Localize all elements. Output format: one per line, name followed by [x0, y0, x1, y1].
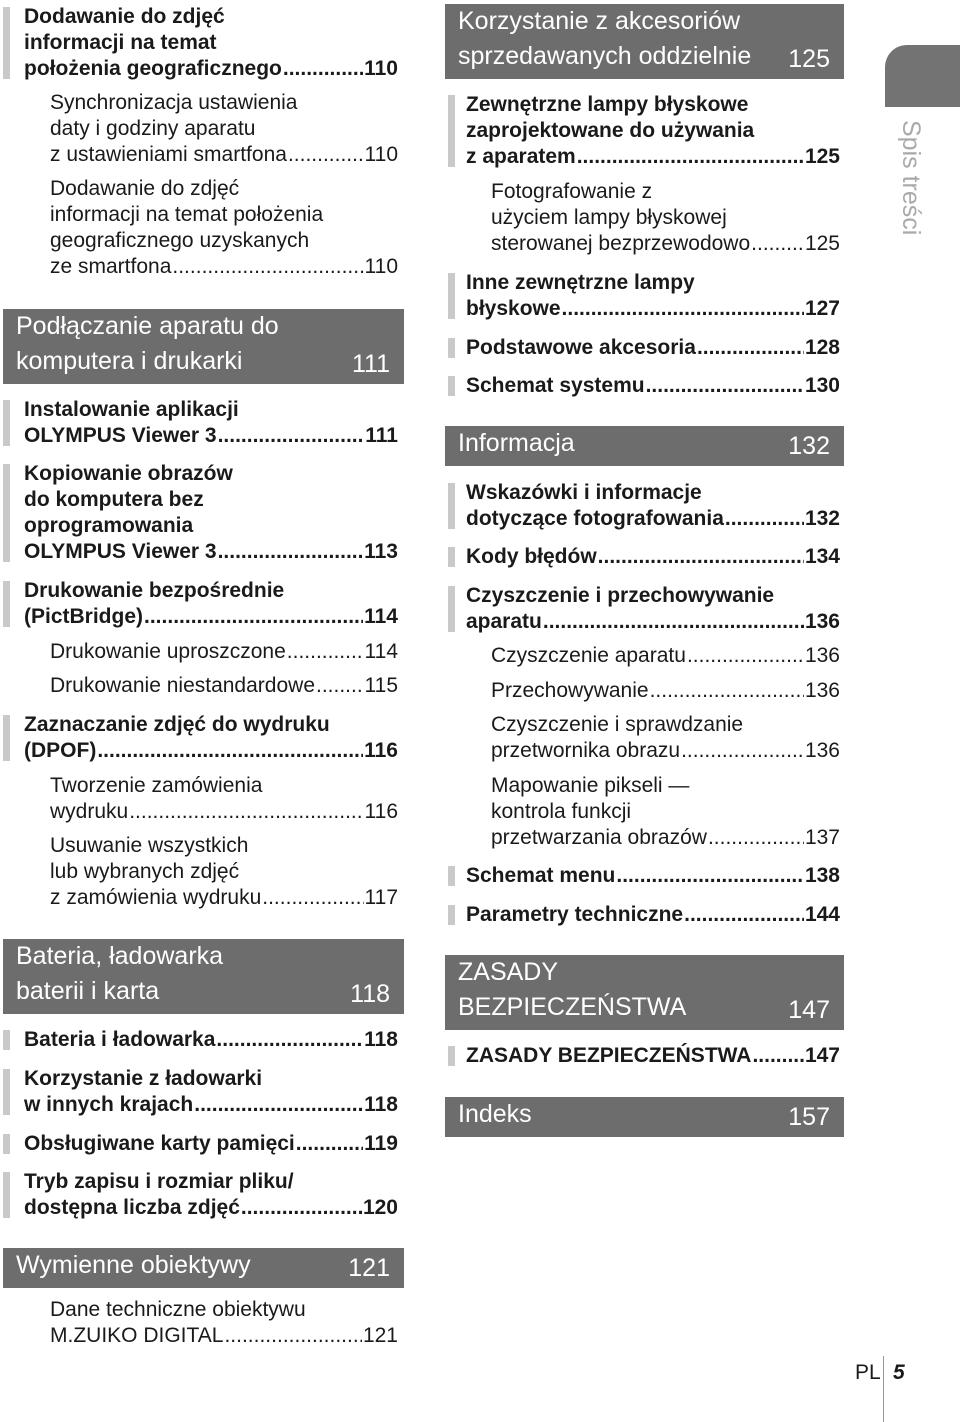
entry-line: zaprojektowane do używania: [466, 119, 755, 142]
entry-title: dostępna liczba zdjęć: [24, 1196, 240, 1219]
entry-bar: [3, 1069, 10, 1115]
entry-page: 128: [804, 336, 840, 359]
leader-dots: [296, 1131, 363, 1157]
entry-bar: [3, 715, 10, 761]
section-page: 125: [788, 45, 830, 73]
section-header-accessories[interactable]: [445, 4, 844, 79]
leader-dots: [287, 639, 364, 665]
entry-line: kontrola funkcji: [491, 800, 632, 823]
entry-title: aparatu: [466, 610, 542, 633]
toc-entry-dpof[interactable]: [0, 712, 398, 764]
leader-dots: [97, 738, 363, 764]
leader-dots: [616, 863, 804, 889]
toc-entry-easy-print[interactable]: [0, 639, 398, 665]
entry-page: 136: [804, 610, 840, 633]
toc-entry-external-flash[interactable]: [445, 92, 840, 170]
entry-bar: [3, 1172, 10, 1218]
entry-line: Zewnętrzne lampy błyskowe: [466, 93, 749, 116]
entry-page: 117: [364, 886, 398, 909]
toc-entry-memory-cards[interactable]: [0, 1131, 398, 1157]
entry-title: M.ZUIKO DIGITAL: [50, 1324, 224, 1347]
entry-line: Korzystanie z ładowarki: [24, 1067, 263, 1090]
entry-title: Parametry techniczne: [466, 903, 684, 926]
entry-title: sterowanej bezprzewodowo: [491, 232, 751, 255]
toc-entry-install-viewer[interactable]: [0, 397, 398, 449]
entry-line: informacji na temat: [24, 31, 217, 54]
entry-title: ZASADY BEZPIECZEŃSTWA: [466, 1044, 752, 1067]
entry-title: Drukowanie niestandardowe: [50, 674, 315, 697]
entry-line: informacji na temat położenia: [50, 203, 324, 226]
entry-line: do komputera bez: [24, 488, 204, 511]
entry-bar: [448, 586, 455, 632]
toc-entry-menu-chart[interactable]: [445, 863, 840, 889]
leader-dots: [262, 885, 363, 911]
toc-entry-wireless-flash[interactable]: [445, 179, 840, 257]
entry-page: 125: [804, 232, 840, 255]
entry-page: 125: [804, 145, 840, 168]
toc-entry-storage[interactable]: [445, 678, 840, 704]
entry-title: błyskowe: [466, 297, 561, 320]
toc-entry-lens-specs[interactable]: [0, 1297, 398, 1349]
entry-page: 144: [804, 903, 840, 926]
entry-line: Wskazówki i informacje: [466, 481, 702, 504]
entry-title: w innych krajach: [24, 1093, 194, 1116]
entry-page: 114: [364, 640, 398, 663]
entry-page: 136: [804, 644, 840, 667]
entry-bar: [3, 464, 10, 562]
section-header-safety[interactable]: [445, 955, 844, 1030]
leader-dots: [144, 604, 363, 630]
entry-title: Drukowanie uproszczone: [50, 640, 286, 663]
entry-page: 130: [804, 374, 840, 397]
entry-page: 127: [804, 297, 840, 320]
entry-page: 119: [364, 1132, 398, 1155]
leader-dots: [283, 56, 363, 82]
section-page: 132: [788, 432, 830, 460]
section-title-line: Informacja: [458, 429, 575, 457]
entry-title: OLYMPUS Viewer 3: [24, 424, 217, 447]
toc-entry-cleaning-camera[interactable]: [445, 643, 840, 669]
section-title-line: Podłączanie aparatu do: [16, 312, 279, 340]
entry-line: Dodawanie do zdjęć: [50, 177, 240, 200]
entry-title: Podstawowe akcesoria: [466, 336, 696, 359]
entry-line: Inne zewnętrzne lampy: [466, 271, 695, 294]
leader-dots: [172, 254, 363, 280]
leader-dots: [684, 902, 804, 928]
toc-entry-sync-time[interactable]: [0, 90, 398, 168]
leader-dots: [241, 1195, 362, 1221]
entry-line: geograficznego uzyskanych: [50, 229, 310, 252]
entry-page: 113: [364, 540, 398, 563]
entry-page: 114: [364, 605, 398, 628]
toc-entry-shooting-tips[interactable]: [445, 480, 840, 532]
section-header-lenses[interactable]: [3, 1248, 404, 1288]
entry-bar: [448, 905, 455, 925]
entry-bar: [3, 1134, 10, 1154]
leader-dots: [218, 539, 364, 565]
entry-page: 147: [804, 1044, 840, 1067]
entry-title: wydruku: [50, 800, 129, 823]
leader-dots: [218, 423, 365, 449]
entry-line: Instalowanie aplikacji: [24, 398, 239, 421]
leader-dots: [216, 1027, 363, 1053]
toc-entry-specifications[interactable]: [445, 902, 840, 928]
entry-title: przetwarzania obrazów: [491, 826, 707, 849]
toc-entry-safety[interactable]: [445, 1043, 840, 1069]
entry-title: Przechowywanie: [491, 679, 649, 702]
section-title-line: Indeks: [458, 1100, 532, 1128]
entry-bar: [448, 95, 455, 167]
leader-dots: [577, 144, 804, 170]
entry-title: Czyszczenie aparatu: [491, 644, 686, 667]
toc-entry-geotag-smartphone[interactable]: [0, 176, 398, 280]
entry-title: Bateria i ładowarka: [24, 1028, 216, 1051]
entry-line: Czyszczenie i sprawdzanie: [491, 713, 744, 736]
entry-title: z aparatem: [466, 145, 576, 168]
entry-bar: [448, 1046, 455, 1066]
entry-line: Usuwanie wszystkich: [50, 834, 249, 857]
section-title-line: Bateria, ładowarka: [16, 942, 224, 970]
section-title-line: baterii i karta: [16, 977, 160, 1005]
entry-bar: [3, 581, 10, 627]
leader-dots: [751, 231, 804, 257]
toc-entry-basic-accessories[interactable]: [445, 335, 840, 361]
footer-divider: [883, 1356, 884, 1422]
toc-entry-geotag[interactable]: [0, 4, 398, 82]
entry-title: Obsługiwane karty pamięci: [24, 1132, 295, 1155]
entry-page: 110: [364, 57, 398, 80]
leader-dots: [725, 506, 804, 532]
entry-line: Mapowanie pikseli —: [491, 774, 690, 797]
entry-bar: [448, 273, 455, 319]
leader-dots: [650, 678, 804, 704]
entry-title: przetwornika obrazu: [491, 739, 681, 762]
entry-page: 116: [364, 739, 398, 762]
section-header-pc-printer[interactable]: [3, 309, 404, 384]
toc-entry-direct-print[interactable]: [0, 578, 398, 630]
leader-dots: [194, 1092, 363, 1118]
leader-dots: [681, 738, 804, 764]
entry-title: Schemat systemu: [466, 374, 645, 397]
entry-title: OLYMPUS Viewer 3: [24, 540, 217, 563]
entry-page: 134: [804, 545, 840, 568]
leader-dots: [708, 825, 804, 851]
section-page: 157: [788, 1103, 830, 1131]
toc-entry-sensor-cleaning[interactable]: [445, 712, 840, 764]
entry-page: 116: [364, 800, 398, 823]
entry-title: z ustawieniami smartfona: [50, 143, 287, 166]
section-title-line: Wymienne obiektywy: [16, 1251, 251, 1279]
entry-page: 118: [364, 1028, 398, 1051]
side-label-toc: Spis treści: [897, 120, 925, 236]
entry-page: 121: [362, 1324, 398, 1347]
leader-dots: [224, 1323, 361, 1349]
chapter-tab: [885, 45, 960, 107]
section-page: 121: [348, 1254, 390, 1282]
entry-page: 110: [364, 143, 398, 166]
leader-dots: [687, 643, 804, 669]
toc-entry-custom-print[interactable]: [0, 673, 398, 699]
leader-dots: [646, 373, 804, 399]
toc-entry-remove-order[interactable]: [0, 833, 398, 911]
footer-language: PL: [855, 1361, 881, 1384]
leader-dots: [129, 799, 363, 825]
toc-entry-charger-abroad[interactable]: [0, 1066, 398, 1118]
entry-line: Dodawanie do zdjęć: [24, 5, 225, 28]
section-header-battery[interactable]: [3, 939, 404, 1014]
entry-line: Synchronizacja ustawienia: [50, 91, 298, 114]
entry-page: 138: [804, 864, 840, 887]
entry-bar: [3, 400, 10, 446]
leader-dots: [288, 142, 364, 168]
toc-entry-print-order[interactable]: [0, 773, 398, 825]
entry-line: Zaznaczanie zdjęć do wydruku: [24, 713, 330, 736]
entry-line: użyciem lampy błyskowej: [491, 206, 727, 229]
entry-line: lub wybranych zdjęć: [50, 860, 240, 883]
section-title-line: komputera i drukarki: [16, 347, 243, 375]
leader-dots: [543, 609, 804, 635]
entry-line: daty i godziny aparatu: [50, 117, 256, 140]
leader-dots: [562, 296, 804, 322]
toc-entry-other-flash[interactable]: [445, 270, 840, 322]
entry-page: 118: [364, 1093, 398, 1116]
toc-entry-record-mode[interactable]: [0, 1169, 398, 1221]
leader-dots: [598, 544, 804, 570]
entry-title: położenia geograficznego: [24, 57, 282, 80]
entry-title: Kody błędów: [466, 545, 597, 568]
entry-line: Dane techniczne obiektywu: [50, 1298, 306, 1321]
section-title-line: BEZPIECZEŃSTWA: [458, 993, 687, 1021]
entry-title: (DPOF): [24, 739, 97, 762]
entry-title: ze smartfona: [50, 255, 172, 278]
entry-bar: [448, 483, 455, 529]
leader-dots: [316, 673, 364, 699]
entry-bar: [3, 7, 10, 79]
toc-entry-battery-charger[interactable]: [0, 1027, 398, 1053]
entry-page: 136: [804, 739, 840, 762]
section-title-line: Korzystanie z akcesoriów: [458, 7, 741, 35]
entry-page: 115: [364, 674, 398, 697]
section-page: 111: [351, 350, 390, 378]
section-header-index[interactable]: [445, 1097, 844, 1137]
leader-dots: [697, 335, 804, 361]
entry-line: Tryb zapisu i rozmiar pliku/: [24, 1170, 294, 1193]
leader-dots: [752, 1043, 803, 1069]
entry-page: 136: [804, 679, 840, 702]
entry-line: Drukowanie bezpośrednie: [24, 579, 285, 602]
entry-line: Czyszczenie i przechowywanie: [466, 584, 775, 607]
entry-bar: [3, 1030, 10, 1050]
entry-bar: [448, 547, 455, 567]
entry-line: Fotografowanie z: [491, 180, 653, 203]
toc-entry-system-chart[interactable]: [445, 373, 840, 399]
entry-line: Kopiowanie obrazów: [24, 462, 233, 485]
toc-entry-pixel-mapping[interactable]: [445, 773, 840, 851]
entry-line: oprogramowania: [24, 514, 194, 537]
toc-entry-error-codes[interactable]: [445, 544, 840, 570]
section-header-info[interactable]: [445, 426, 844, 466]
entry-bar: [448, 376, 455, 396]
toc-entry-cleaning-storage[interactable]: [445, 583, 840, 635]
section-page: 147: [788, 996, 830, 1024]
section-page: 118: [350, 980, 390, 1008]
entry-page: 111: [365, 424, 398, 447]
entry-title: Schemat menu: [466, 864, 616, 887]
entry-bar: [448, 866, 455, 886]
section-title-line: ZASADY: [458, 958, 559, 986]
entry-page: 110: [364, 255, 398, 278]
entry-title: dotyczące fotografowania: [466, 507, 724, 530]
entry-title: z zamówienia wydruku: [50, 886, 262, 909]
entry-line: Tworzenie zamówienia: [50, 774, 263, 797]
entry-page: 132: [804, 507, 840, 530]
section-title-line: sprzedawanych oddzielnie: [458, 42, 752, 70]
toc-entry-copy-images[interactable]: [0, 461, 398, 565]
entry-page: 137: [804, 826, 840, 849]
entry-bar: [448, 338, 455, 358]
entry-title: (PictBridge): [24, 605, 144, 628]
footer-page-number: 5: [893, 1361, 905, 1384]
entry-page: 120: [362, 1196, 398, 1219]
